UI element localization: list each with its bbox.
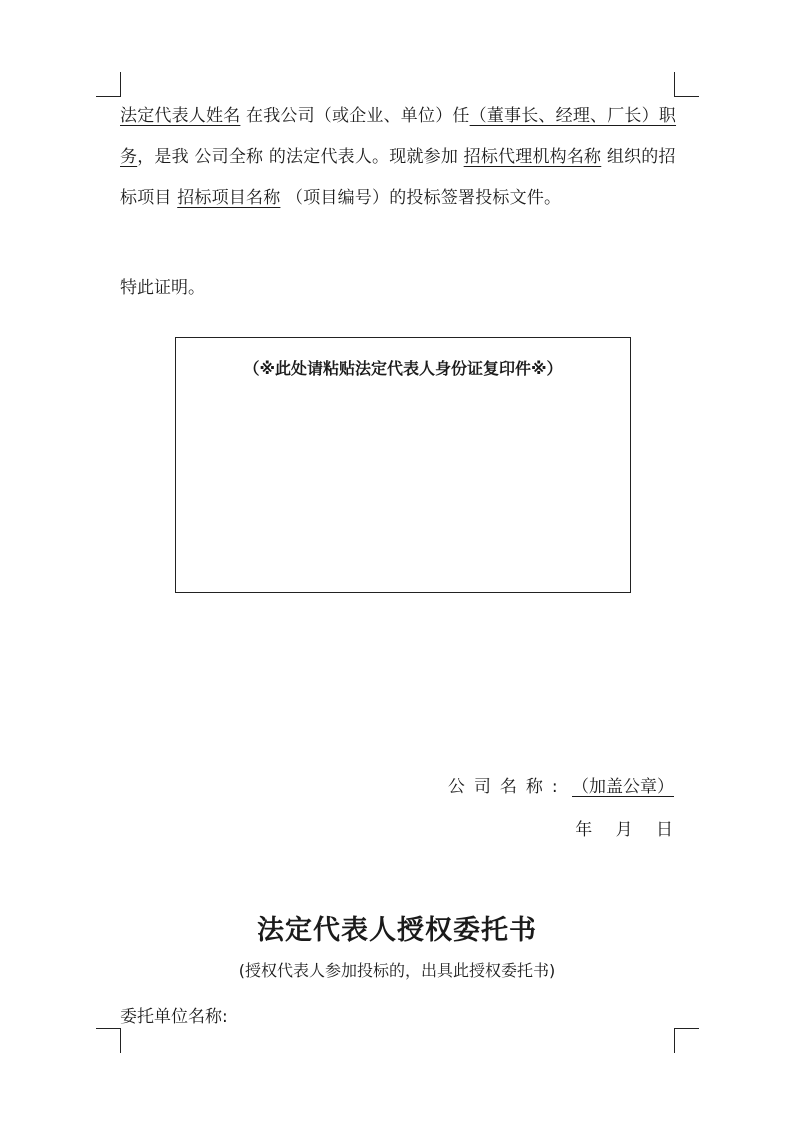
date-line: 年 月 日 [575, 820, 682, 840]
certificate-text-4: 组织的招标项目 [120, 147, 676, 208]
id-copy-box [175, 337, 631, 593]
id-copy-note: （※此处请粘贴法定代表人身份证复印件※） [243, 359, 563, 378]
crop-mark-bottom-right [674, 1028, 699, 1053]
seal-field: （加盖公章） [572, 777, 674, 797]
hereby-certify: 特此证明。 [120, 278, 205, 298]
project-field: 招标项目名称 [177, 188, 281, 208]
crop-mark-top-left [96, 72, 121, 97]
authorization-subtitle: (授权代表人参加投标的，出具此授权委托书) [238, 961, 556, 980]
entrusting-unit-label: 委托单位名称: [120, 1007, 228, 1027]
certificate-text-3: 的法定代表人。现就参加 [263, 147, 464, 167]
agency-field: 招标代理机构名称 [463, 147, 602, 167]
rep-name-field: 法定代表人姓名 [120, 106, 241, 126]
certificate-paragraph [120, 96, 680, 219]
certificate-text-5: （项目编号）的投标签署投标文件。 [280, 188, 562, 208]
company-field: 公司全称 [194, 147, 264, 167]
authorization-title: 法定代表人授权委托书 [257, 915, 537, 946]
company-name-label: 公司名称: [447, 777, 567, 797]
company-signature-line [448, 772, 674, 797]
certificate-text-1: 在我公司（或企业、单位）任 [240, 106, 470, 126]
crop-mark-top-right [674, 72, 699, 97]
certificate-text-2: ，是我 [137, 147, 195, 167]
position-field: （董事长、经理、厂长）职务 [120, 106, 677, 167]
crop-mark-bottom-left [96, 1028, 121, 1053]
